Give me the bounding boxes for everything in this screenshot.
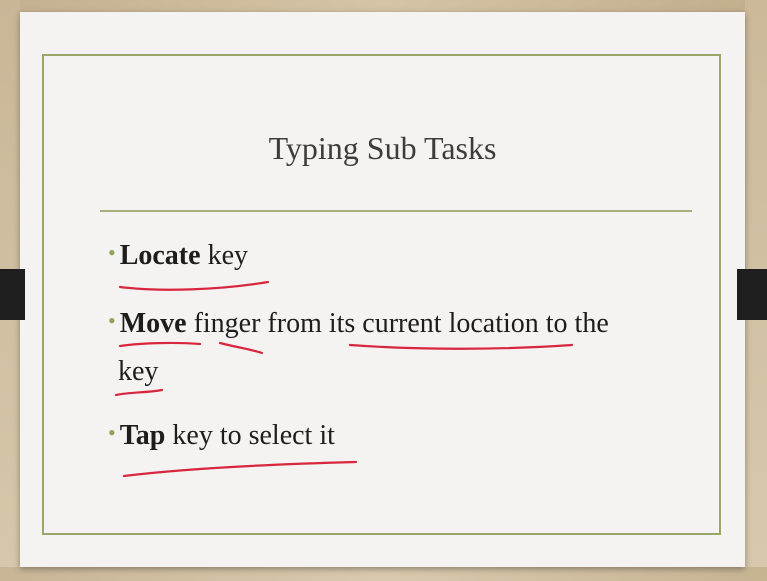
bullet-dot-icon: • <box>108 308 116 333</box>
slide-title: Typing Sub Tasks <box>268 130 497 166</box>
left-edge-tab <box>0 269 25 320</box>
bullet-dot-icon: • <box>108 240 116 265</box>
right-edge-tab <box>737 269 767 320</box>
bullet-text: finger from its current location to the <box>186 308 609 339</box>
bullet-bold-text: Locate <box>119 240 201 271</box>
bullet-item-locate <box>108 236 248 277</box>
background-bottom <box>0 567 767 581</box>
title-divider <box>100 210 692 212</box>
bullet-item-move <box>108 304 609 345</box>
bullet-continuation: key <box>118 356 159 387</box>
bullet-item-tap <box>108 416 335 457</box>
slide-canvas <box>20 12 745 567</box>
bullet-text: key <box>200 240 248 271</box>
background-top <box>0 0 767 12</box>
bullet-dot-icon: • <box>108 420 116 445</box>
slide-frame <box>42 54 721 535</box>
bullet-bold-text: Move <box>119 308 187 339</box>
bullet-bold-text: Tap <box>119 420 166 451</box>
bullet-text: key to select it <box>165 420 335 451</box>
